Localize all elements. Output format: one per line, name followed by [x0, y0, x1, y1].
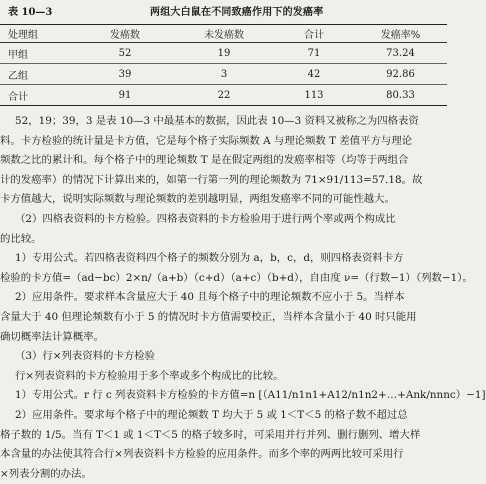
text-line: 卡方值越大，说明实际频数与理论频数的差别越明显，两组发癌率不同的可能性越大。 [0, 193, 395, 206]
table-caption [8, 5, 439, 21]
table-cell: 73.24 [386, 47, 415, 59]
table-row [0, 43, 447, 64]
table-cell: 22 [217, 89, 231, 101]
text-line: 行×列表资料的卡方检验用于多个率或多个构成比的比较。 [15, 369, 284, 382]
table-row-total [0, 85, 447, 106]
text-line: ×列表分割的办法。 [0, 467, 92, 480]
text-line: 检验的卡方值=（ad−bc）2×n/（a+b）（c+d）（a+c）（b+d），自由度 ν=（行数−1）（列数−1）。 [0, 271, 473, 284]
table-row [0, 64, 447, 85]
text-line: 2）应用条件。要求每个格子中的理论频数 T 均大于 5 或 1＜T＜5 的格子数不超过总 [15, 408, 408, 421]
body-text [0, 112, 486, 484]
text-line: 计的发癌率）的情况下计算出来的，如第一行第一列的理论频数为 71×91/113=57.18。故 [0, 173, 423, 186]
text-line: 的比较。 [0, 232, 42, 245]
table-cell: 39 [118, 68, 132, 80]
text-line: 频数之比的累计和。每个格子中的理论频数 T 是在假定两组的发癌率相等（均等于两组合 [0, 154, 409, 167]
text-line: 52，19；39，3 是表 10—3 中最基本的数据，因此表 10—3 资料又被称之为四格表资 [15, 115, 419, 127]
column-header: 未发癌数 [204, 30, 244, 41]
column-header: 处理组 [8, 30, 38, 41]
row-label: 合计 [8, 91, 28, 103]
column-header: 发癌率% [380, 30, 421, 41]
text-line: （3）行×列表资料的卡方检验 [15, 350, 156, 363]
table-cell: 71 [307, 47, 321, 59]
text-line: 本含量的办法使其符合行×列表资料卡方检验的应用条件。而多个率的两两比较可采用行 [0, 448, 404, 461]
text-line: 1）专用公式。若四格表资料四个格子的频数分别为 a，b，c，d，则四格表资料卡方 [15, 252, 404, 265]
table-header-row [0, 25, 447, 43]
data-table [0, 24, 447, 106]
table-cell: 91 [118, 89, 132, 101]
table-cell: 92.86 [386, 68, 415, 80]
table-cell: 42 [307, 68, 321, 80]
table-number: 表 10—3 [8, 7, 53, 18]
text-line: （2）四格表资料的卡方检验。四格表资料的卡方检验用于进行两个率或两个构成比 [15, 212, 396, 225]
text-line: 含量大于 40 但理论频数有小于 5 的情况时卡方值需要校正，当样本含量小于 40 时只能用 [0, 310, 417, 323]
text-line: 2）应用条件。要求样本含量应大于 40 且每个格子中的理论频数不应小于 5。当样本 [15, 291, 405, 304]
column-header: 发癌数 [110, 30, 140, 41]
column-header: 合计 [304, 30, 324, 41]
table-cell: 19 [217, 47, 231, 59]
text-line: 确切概率法计算概率。 [0, 330, 104, 343]
text-line: 1）专用公式。r 行 c 列表资料卡方检验的卡方值=n [（A11/n1n1+A12/n1n2+…+Ank/nnnc）−1] [15, 389, 486, 402]
table-cell: 113 [304, 89, 324, 101]
table-cell: 3 [220, 68, 228, 80]
table-cell: 80.33 [386, 89, 415, 101]
table-cell: 52 [118, 47, 132, 59]
table-title: 两组大白鼠在不同致癌作用下的发癌率 [150, 7, 324, 18]
text-line: 格子数的 1/5。当有 T＜1 或 1＜T＜5 的格子较多时，可采用并行并列、删行删列、增大样 [0, 428, 421, 441]
row-label: 甲组 [8, 49, 28, 61]
row-label: 乙组 [8, 70, 28, 82]
data-table-container [0, 24, 447, 106]
text-line: 料。卡方检验的统计量是卡方值，它是每个格子实际频数 A 与理论频数 T 差值平方与理论 [0, 134, 413, 147]
